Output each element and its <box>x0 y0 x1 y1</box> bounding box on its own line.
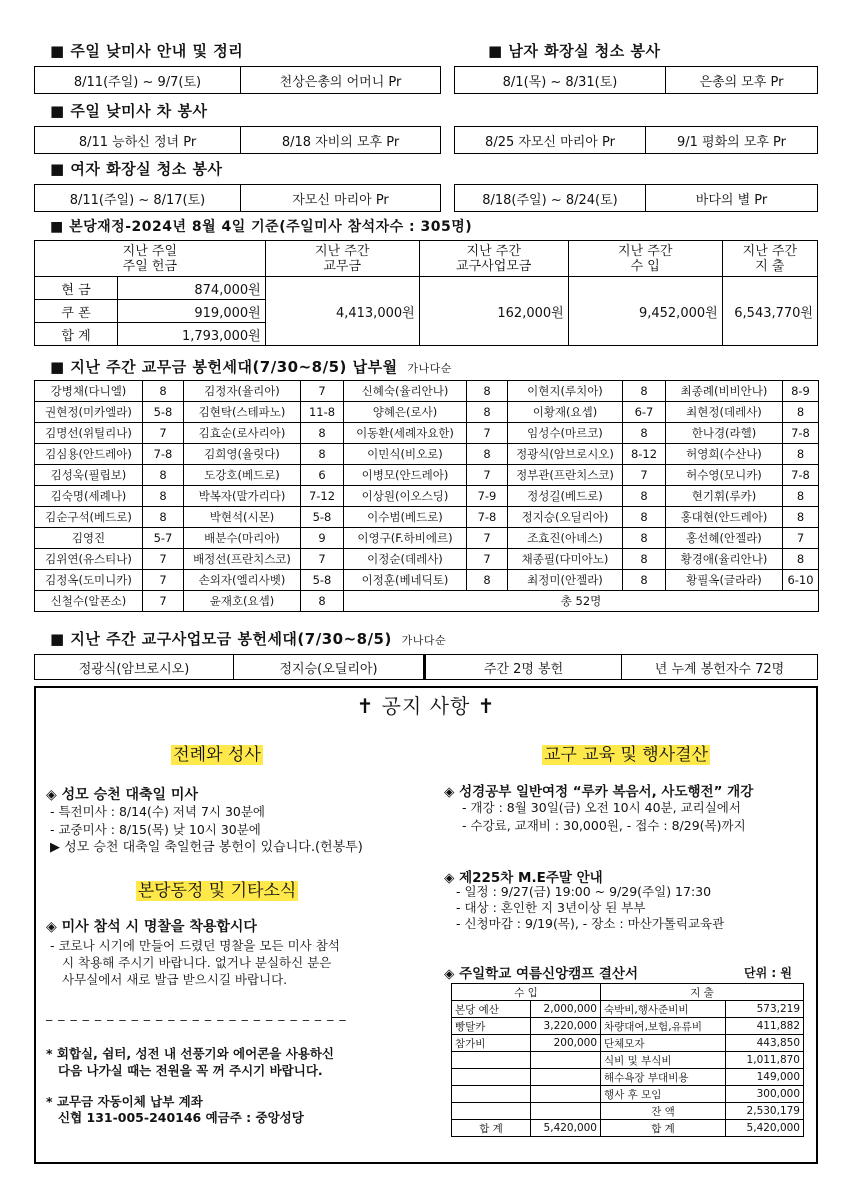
donor-name: 윤재호(요셉) <box>184 591 301 612</box>
donor-row <box>35 423 819 444</box>
name-tag-line: 시 착용해 주시기 바랍니다. 없거나 분실하신 분은 <box>62 955 332 970</box>
power-off-line: * 회합실, 쉼터, 성전 내 선풍기와 에어콘을 사용하신 <box>46 1046 334 1061</box>
camp-income-item: 빵탈카 <box>452 1018 531 1035</box>
donor-name: 신혜숙(율리안나) <box>344 381 467 402</box>
donor-months: 8 <box>467 402 508 423</box>
camp-expense-item: 식비 및 부식비 <box>601 1052 726 1069</box>
donor-name: 허영희(수산나) <box>666 444 783 465</box>
diocese-section <box>434 740 818 765</box>
camp-row <box>452 1052 804 1069</box>
camp-income-amount <box>531 1086 601 1103</box>
parish-news-section-label: 본당동정 및 기타소식 <box>137 881 297 901</box>
main-mass-line: - 교중미사 : 8/15(목) 낮 10시 30분에 <box>50 822 261 837</box>
donor-row <box>35 444 819 465</box>
donor-row <box>35 570 819 591</box>
donor-name: 김순구석(베드로) <box>35 507 143 528</box>
donor-months: 7 <box>143 423 184 444</box>
donor-months: 7 <box>467 423 508 444</box>
camp-row <box>452 1086 804 1103</box>
camp-table <box>451 983 804 1137</box>
donors-order-note: 가나다순 <box>407 362 452 375</box>
donor-name: 이민식(비오로) <box>344 444 467 465</box>
donor-name: 이영구(F.하비에르) <box>344 528 467 549</box>
bank-account-line: 신협 131-005-240146 예금주 : 중앙성당 <box>58 1110 304 1125</box>
women-restroom-period: 8/18(주일) ~ 8/24(토) <box>482 192 618 208</box>
donor-months: 5-7 <box>143 528 184 549</box>
women-restroom-box-2 <box>454 184 818 212</box>
donor-table <box>34 380 819 612</box>
donor-months: 8 <box>143 507 184 528</box>
feast-offering-line: ▶ 성모 승천 대축일 축일헌금 봉헌이 있습니다.(헌봉투) <box>50 840 363 855</box>
finance-header-offering: 지난 주일 주일 헌금 <box>35 241 266 277</box>
finance-tithe: 4,413,000원 <box>265 277 419 346</box>
donor-months: 7 <box>143 591 184 612</box>
tea-service-item: 8/18 자비의 모후 Pr <box>240 127 440 153</box>
donor-name: 이현지(루치아) <box>508 381 623 402</box>
donor-months: 5-8 <box>301 507 344 528</box>
finance-header-tithe: 지난 주간 교무금 <box>265 241 419 277</box>
mass-guide-group: 천상은총의 어머니 Pr <box>240 67 440 93</box>
donor-name: 이수범(베드로) <box>344 507 467 528</box>
donors-title-text: ■ 지난 주간 교무금 봉헌세대(7/30~8/5) 납부월 <box>50 358 398 376</box>
tea-service-box-1 <box>34 126 441 154</box>
donor-name: 황필옥(글라라) <box>666 570 783 591</box>
camp-expense-item: 단체모자 <box>601 1035 726 1052</box>
camp-income-amount <box>531 1103 601 1120</box>
camp-income-amount <box>531 1069 601 1086</box>
donor-row <box>35 507 819 528</box>
donor-name: 이정순(데레사) <box>344 549 467 570</box>
diocese-section-label: 교구 교육 및 행사결산 <box>543 745 708 765</box>
donor-months: 8 <box>783 507 819 528</box>
donor-months: 8 <box>467 381 508 402</box>
donor-months: 8 <box>623 528 666 549</box>
finance-header-income: 지난 주간 수 입 <box>568 241 722 277</box>
donor-months: 8 <box>623 423 666 444</box>
me-weekend-line: - 신청마감 : 9/19(목), - 장소 : 마산가톨릭교육관 <box>456 916 725 931</box>
donor-months: 8 <box>623 507 666 528</box>
men-restroom-period: 8/1(목) ~ 8/31(토) <box>502 74 618 90</box>
camp-income-item <box>452 1086 531 1103</box>
finance-header-expense: 지난 주간 지 출 <box>722 241 817 277</box>
camp-income-amount: 3,220,000 <box>531 1018 601 1035</box>
camp-expense-amount: 2,530,179 <box>726 1103 804 1120</box>
camp-unit: 단위 : 원 <box>744 966 792 980</box>
women-restroom-group: 바다의 별 Pr <box>645 185 817 211</box>
diocese-donor: 정지승(오딜리아) <box>233 655 425 679</box>
camp-expense-amount: 573,219 <box>726 1001 804 1018</box>
camp-expense-item: 행사 후 모임 <box>601 1086 726 1103</box>
camp-expense-amount: 149,000 <box>726 1069 804 1086</box>
bible-study-heading: ◈ 성경공부 일반여정 “루카 복음서, 사도행전” 개강 <box>444 784 754 800</box>
men-restroom-box <box>454 66 818 94</box>
donor-months: 8 <box>301 591 344 612</box>
camp-row <box>452 1069 804 1086</box>
me-weekend-line: - 일정 : 9/27(금) 19:00 ~ 9/29(주일) 17:30 <box>456 884 712 899</box>
donor-months: 7-8 <box>783 423 819 444</box>
camp-income-amount: 2,000,000 <box>531 1001 601 1018</box>
donor-name: 김성욱(필립보) <box>35 465 143 486</box>
donor-name: 신철수(알폰소) <box>35 591 143 612</box>
camp-total-label: 합 계 <box>601 1120 726 1137</box>
donor-name: 이상원(이오스딩) <box>344 486 467 507</box>
donor-name: 양혜은(로사) <box>344 402 467 423</box>
donor-name: 박현석(시몬) <box>184 507 301 528</box>
donor-row <box>35 528 819 549</box>
donor-months: 8 <box>301 423 344 444</box>
donor-months: 5-8 <box>301 570 344 591</box>
donor-name: 정광식(암브로시오) <box>508 444 623 465</box>
name-tag-line: 사무실에서 새로 발급 받으시길 바랍니다. <box>62 972 288 987</box>
diocese-donors-box <box>34 654 818 680</box>
donor-name: 정성길(베드로) <box>508 486 623 507</box>
men-restroom-title: ■ 남자 화장실 청소 봉사 <box>488 42 661 60</box>
donor-months: 8 <box>783 444 819 465</box>
donor-name: 허수영(모니카) <box>666 465 783 486</box>
donor-months: 8-12 <box>623 444 666 465</box>
women-restroom-period: 8/11(주일) ~ 8/17(토) <box>69 192 206 208</box>
camp-income-amount: 200,000 <box>531 1035 601 1052</box>
camp-expense-item: 잔 액 <box>601 1103 726 1120</box>
donor-name: 정부관(프란치스코) <box>508 465 623 486</box>
camp-expense-header: 지 출 <box>601 984 804 1001</box>
donor-months: 8 <box>143 486 184 507</box>
donor-name: 채종필(다미아노) <box>508 549 623 570</box>
donor-name: 김명선(위틸리나) <box>35 423 143 444</box>
donor-name: 김심용(안드레아) <box>35 444 143 465</box>
camp-row <box>452 1018 804 1035</box>
tea-service-item: 8/11 능하신 정녀 Pr <box>78 134 197 150</box>
finance-row-label: 합 계 <box>35 323 118 346</box>
donor-name: 이동환(세례자요한) <box>344 423 467 444</box>
donor-name: 권현정(미카엘라) <box>35 402 143 423</box>
donor-months: 7-8 <box>467 507 508 528</box>
name-tag-heading: ◈ 미사 참석 시 명찰을 착용합시다 <box>46 919 257 935</box>
donor-name: 김정옥(도미니카) <box>35 570 143 591</box>
donor-name: 김위연(유스티나) <box>35 549 143 570</box>
assumption-mass-heading: ◈ 성모 승천 대축일 미사 <box>46 787 198 803</box>
donor-months: 9 <box>301 528 344 549</box>
parish-news-section <box>0 876 434 901</box>
camp-row <box>452 1001 804 1018</box>
donor-name: 김영진 <box>35 528 143 549</box>
divider: _ _ _ _ _ _ _ _ _ _ _ _ _ _ _ _ _ _ _ _ _ _ _ _ _ <box>46 1006 347 1021</box>
camp-expense-item: 해수욕장 부대비용 <box>601 1069 726 1086</box>
camp-total-expense: 5,420,000 <box>726 1120 804 1137</box>
mass-guide-box <box>34 66 441 94</box>
finance-row-value: 919,000원 <box>118 300 266 323</box>
donors-title <box>50 356 452 377</box>
camp-expense-amount: 411,882 <box>726 1018 804 1035</box>
finance-table <box>34 240 818 346</box>
power-off-line: 다음 나가실 때는 전원을 꼭 꺼 주시기 바랍니다. <box>58 1063 323 1078</box>
finance-row-label: 현 금 <box>35 277 118 300</box>
donor-months: 6 <box>301 465 344 486</box>
donor-months: 8 <box>143 465 184 486</box>
vigil-mass-line: - 특전미사 : 8/14(수) 저녁 7시 30분에 <box>50 804 265 819</box>
diocese-donors-title-text: ■ 지난 주간 교구사업모금 봉헌세대(7/30~8/5) <box>50 630 392 648</box>
donor-total: 총 52명 <box>344 591 819 612</box>
donor-months: 8 <box>623 486 666 507</box>
camp-income-item: 참가비 <box>452 1035 531 1052</box>
donor-name: 김희영(율릿다) <box>184 444 301 465</box>
donor-name: 박복자(말가리다) <box>184 486 301 507</box>
donor-name: 임성수(마르코) <box>508 423 623 444</box>
camp-row <box>452 1035 804 1052</box>
camp-income-item <box>452 1052 531 1069</box>
diocese-donors-title <box>50 628 446 649</box>
mass-guide-period: 8/11(주일) ~ 9/7(토) <box>73 74 202 90</box>
donor-months: 7 <box>467 465 508 486</box>
camp-income-amount <box>531 1052 601 1069</box>
me-weekend-line: - 대상 : 혼인한 지 3년이상 된 부부 <box>456 900 646 915</box>
finance-title: ■ 본당재정-2024년 8월 4일 기준(주일미사 참석자수 : 305명) <box>50 219 473 235</box>
donor-months: 7-12 <box>301 486 344 507</box>
camp-expense-amount: 300,000 <box>726 1086 804 1103</box>
liturgy-section <box>0 740 434 765</box>
auto-transfer-line: * 교무금 자동이체 납부 계좌 <box>46 1094 203 1109</box>
donor-months: 7 <box>301 381 344 402</box>
donor-months: 7 <box>467 528 508 549</box>
donor-name: 김현탁(스테파노) <box>184 402 301 423</box>
diocese-donor-total: 년 누계 봉헌자수 72명 <box>621 655 817 679</box>
diocese-donor-count: 주간 2명 봉헌 <box>425 655 621 679</box>
tea-service-item: 9/1 평화의 모후 Pr <box>645 127 817 153</box>
tea-service-item: 8/25 자모신 마리아 Pr <box>485 134 615 150</box>
donor-name: 손외자(엘리사벳) <box>184 570 301 591</box>
donor-name: 최현정(데레사) <box>666 402 783 423</box>
donor-months: 7-8 <box>143 444 184 465</box>
donor-name: 황경애(율리안나) <box>666 549 783 570</box>
camp-expense-item: 차량대여,보험,유류비 <box>601 1018 726 1035</box>
donor-name: 이병모(안드레아) <box>344 465 467 486</box>
donor-name: 도강호(베드로) <box>184 465 301 486</box>
donor-months: 7-8 <box>783 465 819 486</box>
camp-expense-item: 숙박비,행사준비비 <box>601 1001 726 1018</box>
donor-name: 정지승(오딜리아) <box>508 507 623 528</box>
donor-months: 6-10 <box>783 570 819 591</box>
camp-total-label: 합 계 <box>452 1120 531 1137</box>
finance-diocese: 162,000원 <box>419 277 568 346</box>
donor-months: 7 <box>143 570 184 591</box>
donor-name: 배분수(마리아) <box>184 528 301 549</box>
tea-service-box-2 <box>454 126 818 154</box>
tea-service-title: ■ 주일 낮미사 차 봉사 <box>50 102 208 120</box>
donor-name: 강병채(다니엘) <box>35 381 143 402</box>
donor-months: 6-7 <box>623 402 666 423</box>
donor-name: 최종례(비비안나) <box>666 381 783 402</box>
camp-expense-amount: 443,850 <box>726 1035 804 1052</box>
donor-row <box>35 591 819 612</box>
donor-name: 홍대현(안드레아) <box>666 507 783 528</box>
donor-name: 한나경(라헬) <box>666 423 783 444</box>
donor-months: 11-8 <box>301 402 344 423</box>
donor-months: 8 <box>143 381 184 402</box>
donor-name: 조효진(아녜스) <box>508 528 623 549</box>
finance-income: 9,452,000원 <box>568 277 722 346</box>
finance-row-label: 쿠 폰 <box>35 300 118 323</box>
donor-name: 배정선(프란치스코) <box>184 549 301 570</box>
donor-months: 8 <box>467 570 508 591</box>
camp-income-item <box>452 1103 531 1120</box>
diocese-donor: 정광식(암브로시오) <box>78 661 190 677</box>
donor-months: 8 <box>301 444 344 465</box>
finance-row-value: 1,793,000원 <box>118 323 266 346</box>
finance-expense: 6,543,770원 <box>722 277 817 346</box>
me-weekend-heading: ◈ 제225차 M.E주말 안내 <box>444 870 603 886</box>
notice-title: ✝ 공지 사항 ✝ <box>356 694 496 718</box>
donor-months: 8 <box>623 570 666 591</box>
camp-income-header: 수 입 <box>452 984 601 1001</box>
donor-name: 김숙명(세례나) <box>35 486 143 507</box>
donor-name: 현기휘(루카) <box>666 486 783 507</box>
women-restroom-group: 자모신 마리아 Pr <box>240 185 440 211</box>
donor-months: 7 <box>467 549 508 570</box>
camp-total-income: 5,420,000 <box>531 1120 601 1137</box>
donor-row <box>35 381 819 402</box>
liturgy-section-label: 전례와 성사 <box>173 745 261 765</box>
women-restroom-box-1 <box>34 184 441 212</box>
women-restroom-title: ■ 여자 화장실 청소 봉사 <box>50 160 223 178</box>
finance-row-value: 874,000원 <box>118 277 266 300</box>
camp-income-item: 본당 예산 <box>452 1001 531 1018</box>
donor-months: 8 <box>783 486 819 507</box>
donor-months: 8 <box>783 402 819 423</box>
mass-guide-title: ■ 주일 낮미사 안내 및 정리 <box>50 42 244 60</box>
donor-row <box>35 465 819 486</box>
donor-row <box>35 549 819 570</box>
donor-row <box>35 402 819 423</box>
donor-name: 김효순(로사리아) <box>184 423 301 444</box>
diocese-donors-order-note: 가나다순 <box>401 634 447 647</box>
donor-name: 이정훈(베네딕토) <box>344 570 467 591</box>
donor-name: 홍선혜(안젤라) <box>666 528 783 549</box>
camp-row <box>452 1103 804 1120</box>
camp-income-item <box>452 1069 531 1086</box>
finance-header-diocese: 지난 주간 교구사업모금 <box>419 241 568 277</box>
donor-row <box>35 486 819 507</box>
donor-months: 7-9 <box>467 486 508 507</box>
donor-name: 이황재(요셉) <box>508 402 623 423</box>
donor-months: 8 <box>467 444 508 465</box>
donor-name: 최정미(안젤라) <box>508 570 623 591</box>
bible-study-line: - 개강 : 8월 30일(금) 오전 10시 40분, 교리실에서 <box>462 800 741 815</box>
donor-months: 8-9 <box>783 381 819 402</box>
bible-study-line: - 수강료, 교재비 : 30,000원, - 접수 : 8/29(목)까지 <box>462 818 746 833</box>
donor-months: 7 <box>301 549 344 570</box>
donor-months: 8 <box>783 549 819 570</box>
donor-months: 7 <box>783 528 819 549</box>
donor-months: 8 <box>623 549 666 570</box>
donor-months: 5-8 <box>143 402 184 423</box>
donor-months: 7 <box>143 549 184 570</box>
donor-months: 8 <box>623 381 666 402</box>
men-restroom-group: 은총의 모후 Pr <box>665 67 817 93</box>
camp-expense-amount: 1,011,870 <box>726 1052 804 1069</box>
name-tag-line: - 코로나 시기에 만들어 드렸던 명찰을 모든 미사 참석 <box>50 938 340 953</box>
donor-months: 7 <box>623 465 666 486</box>
camp-settlement-heading: ◈ 주일학교 여름신앙캠프 결산서 <box>444 966 639 982</box>
donor-name: 김정자(율리아) <box>184 381 301 402</box>
